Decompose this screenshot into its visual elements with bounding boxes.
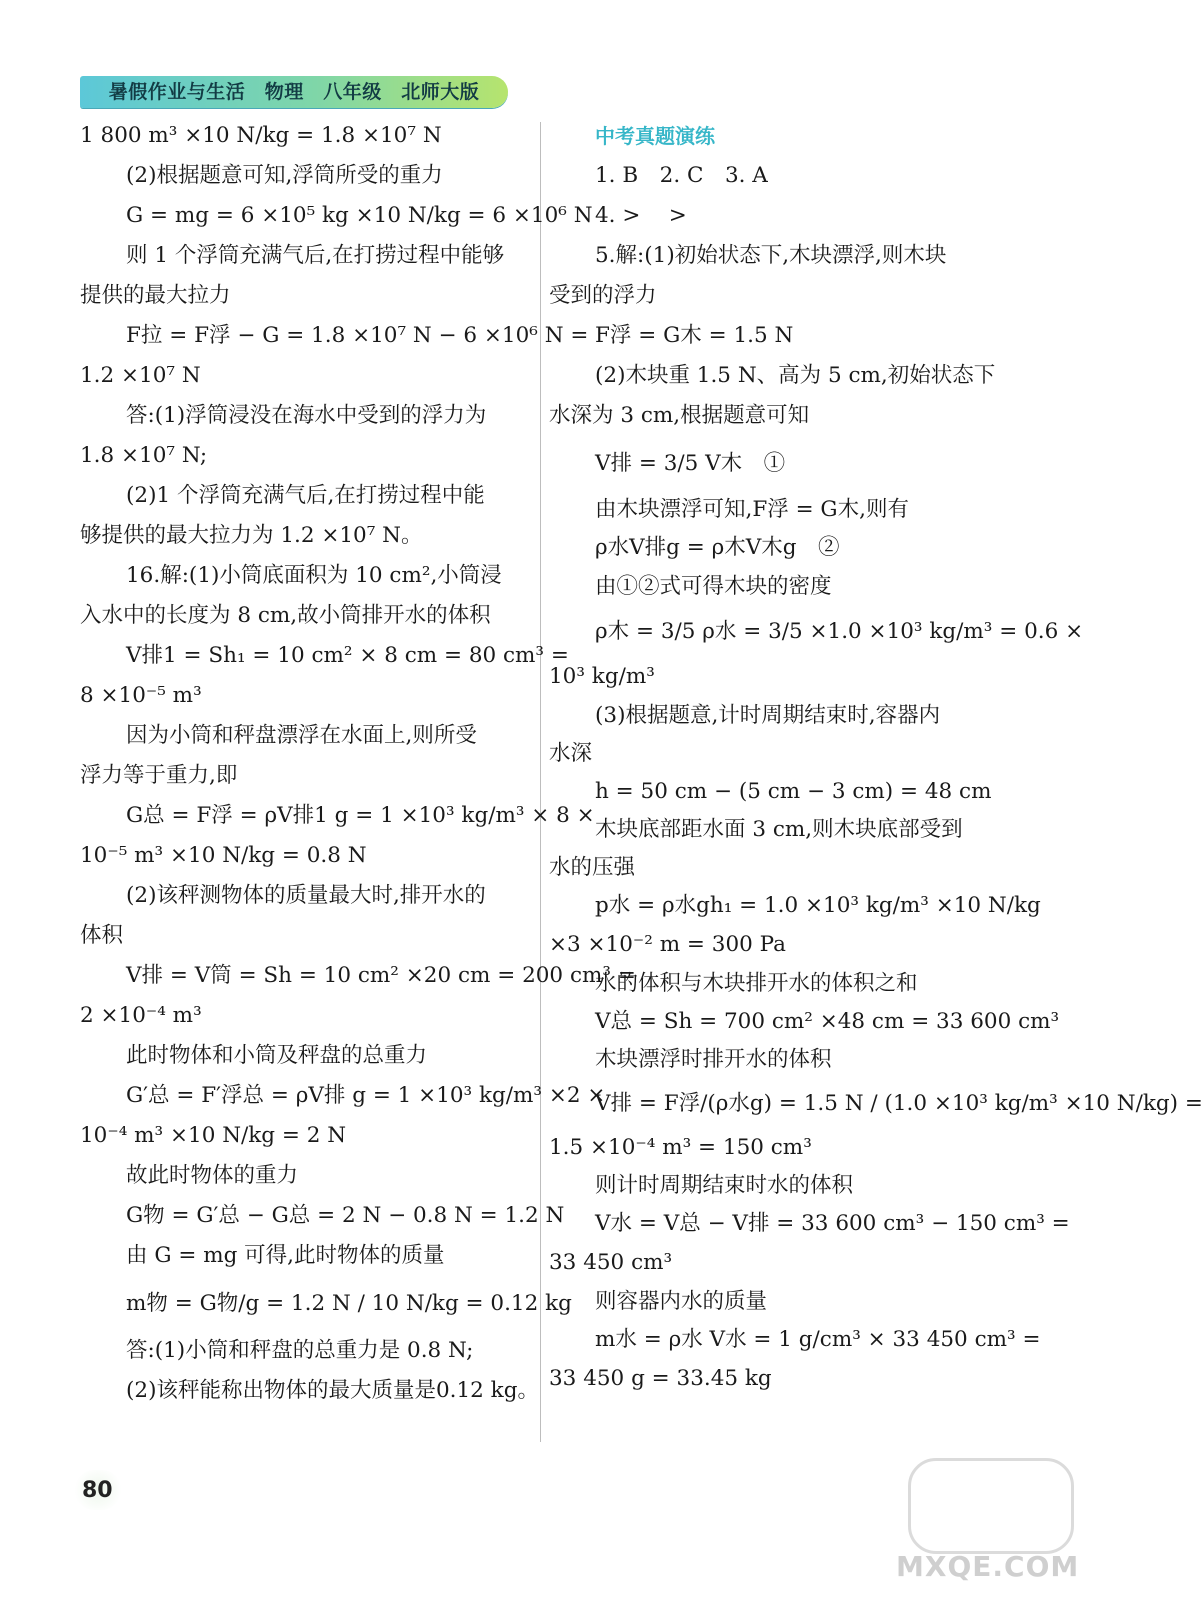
text-line: 4. > >	[595, 203, 687, 228]
section-title: 中考真题演练	[595, 124, 715, 148]
text-line: F浮 = G木 = 1.5 N	[595, 323, 794, 348]
text-line: 水的体积与木块排开水的体积之和	[595, 971, 918, 996]
text-line: G总 = F浮 = ρV排1 g = 1 ×10³ kg/m³ × 8 ×	[126, 803, 595, 828]
text-line: (2)根据题意可知,浮筒所受的重力	[126, 163, 443, 188]
watermark	[896, 1458, 1080, 1588]
text-line: 由木块漂浮可知,F浮 = G木,则有	[595, 497, 909, 522]
text-line: (2)该秤测物体的质量最大时,排开水的	[126, 883, 486, 908]
text-line: (3)根据题意,计时周期结束时,容器内	[595, 703, 941, 728]
text-line: 答:(1)浮筒浸没在海水中受到的浮力为	[126, 403, 487, 428]
text-line: 5.解:(1)初始状态下,木块漂浮,则木块	[595, 243, 947, 268]
text-line: 木块漂浮时排开水的体积	[595, 1047, 832, 1072]
text-line: 33 450 g = 33.45 kg	[549, 1366, 772, 1391]
text-line: 1.2 ×10⁷ N	[80, 363, 201, 388]
text-line: m水 = ρ水 V水 = 1 g/cm³ × 33 450 cm³ =	[595, 1327, 1041, 1352]
text-line: 体积	[80, 923, 124, 948]
text-line: 因为小筒和秤盘漂浮在水面上,则所受	[126, 723, 477, 748]
text-line: V水 = V总 − V排 = 33 600 cm³ − 150 cm³ =	[595, 1211, 1070, 1236]
text-line: 由①②式可得木块的密度	[595, 574, 832, 599]
text-line: 木块底部距水面 3 cm,则木块底部受到	[595, 817, 963, 842]
text-line: V排 = 3/5 V木 ①	[595, 451, 786, 476]
text-line: 受到的浮力	[549, 283, 657, 308]
text-line: 此时物体和小筒及秤盘的总重力	[126, 1043, 428, 1068]
text-line: V总 = Sh = 700 cm² ×48 cm = 33 600 cm³	[595, 1009, 1060, 1034]
text-line: G物 = G′总 − G总 = 2 N − 0.8 N = 1.2 N	[126, 1203, 565, 1228]
text-line: ×3 ×10⁻² m = 300 Pa	[549, 932, 786, 957]
text-line: 够提供的最大拉力为 1.2 ×10⁷ N。	[80, 523, 423, 548]
text-line: 16.解:(1)小筒底面积为 10 cm²,小筒浸	[126, 563, 502, 588]
text-line: m物 = G物/g = 1.2 N / 10 N/kg = 0.12 kg	[126, 1291, 572, 1316]
text-line: 则 1 个浮筒充满气后,在打捞过程中能够	[126, 243, 505, 268]
text-line: 33 450 cm³	[549, 1250, 673, 1275]
text-line: 8 ×10⁻⁵ m³	[80, 683, 202, 708]
text-line: V排1 = Sh₁ = 10 cm² × 8 cm = 80 cm³ =	[126, 643, 569, 668]
text-line: 10⁻⁵ m³ ×10 N/kg = 0.8 N	[80, 843, 367, 868]
text-line: G′总 = F′浮总 = ρV排 g = 1 ×10³ kg/m³ ×2 ×	[126, 1083, 606, 1108]
text-line: (2)该秤能称出物体的最大质量是0.12 kg。	[126, 1378, 539, 1403]
text-line: 水的压强	[549, 855, 636, 880]
header-banner	[80, 76, 508, 108]
text-line: 故此时物体的重力	[126, 1163, 299, 1188]
watermark-text: MXQE.COM	[896, 1550, 1080, 1583]
text-line: (2)木块重 1.5 N、高为 5 cm,初始状态下	[595, 363, 996, 388]
text-line: 答:(1)小筒和秤盘的总重力是 0.8 N;	[126, 1338, 474, 1363]
text-line: 水深	[549, 741, 593, 766]
page-number: 80	[82, 1478, 113, 1503]
text-line: ρ水V排g = ρ木V木g ②	[595, 535, 840, 560]
text-line: p水 = ρ水gh₁ = 1.0 ×10³ kg/m³ ×10 N/kg	[595, 893, 1041, 918]
text-line: V排 = V筒 = Sh = 10 cm² ×20 cm = 200 cm³ =	[126, 963, 636, 988]
text-line: ρ木 = 3/5 ρ水 = 3/5 ×1.0 ×10³ kg/m³ = 0.6 ×	[595, 619, 1084, 644]
text-line: 2 ×10⁻⁴ m³	[80, 1003, 202, 1028]
text-line: 10⁻⁴ m³ ×10 N/kg = 2 N	[80, 1123, 347, 1148]
text-line: G = mg = 6 ×10⁵ kg ×10 N/kg = 6 ×10⁶ N	[126, 203, 593, 228]
text-line: 提供的最大拉力	[80, 283, 231, 308]
text-line: 1.8 ×10⁷ N;	[80, 443, 208, 468]
text-line: 1 800 m³ ×10 N/kg = 1.8 ×10⁷ N	[80, 123, 442, 148]
text-line: h = 50 cm − (5 cm − 3 cm) = 48 cm	[595, 779, 992, 804]
text-line: V排 = F浮/(ρ水g) = 1.5 N / (1.0 ×10³ kg/m³ ×10 N/kg) =	[595, 1091, 1203, 1116]
text-line: 浮力等于重力,即	[80, 763, 238, 788]
text-line: 入水中的长度为 8 cm,故小筒排开水的体积	[80, 603, 491, 628]
header-title: 暑假作业与生活 物理 八年级 北师大版	[108, 81, 480, 103]
text-line: (2)1 个浮筒充满气后,在打捞过程中能	[126, 483, 485, 508]
text-line: 10³ kg/m³	[549, 664, 655, 689]
text-line: F拉 = F浮 − G = 1.8 ×10⁷ N − 6 ×10⁶ N =	[126, 323, 589, 348]
text-line: 1. B 2. C 3. A	[595, 163, 768, 188]
text-line: 由 G = mg 可得,此时物体的质量	[126, 1243, 445, 1268]
text-line: 则计时周期结束时水的体积	[595, 1173, 854, 1198]
watermark-logo-icon	[908, 1458, 1074, 1554]
text-line: 水深为 3 cm,根据题意可知	[549, 403, 810, 428]
text-line: 则容器内水的质量	[595, 1289, 768, 1314]
text-line: 1.5 ×10⁻⁴ m³ = 150 cm³	[549, 1135, 812, 1160]
right-column	[549, 116, 1203, 1399]
